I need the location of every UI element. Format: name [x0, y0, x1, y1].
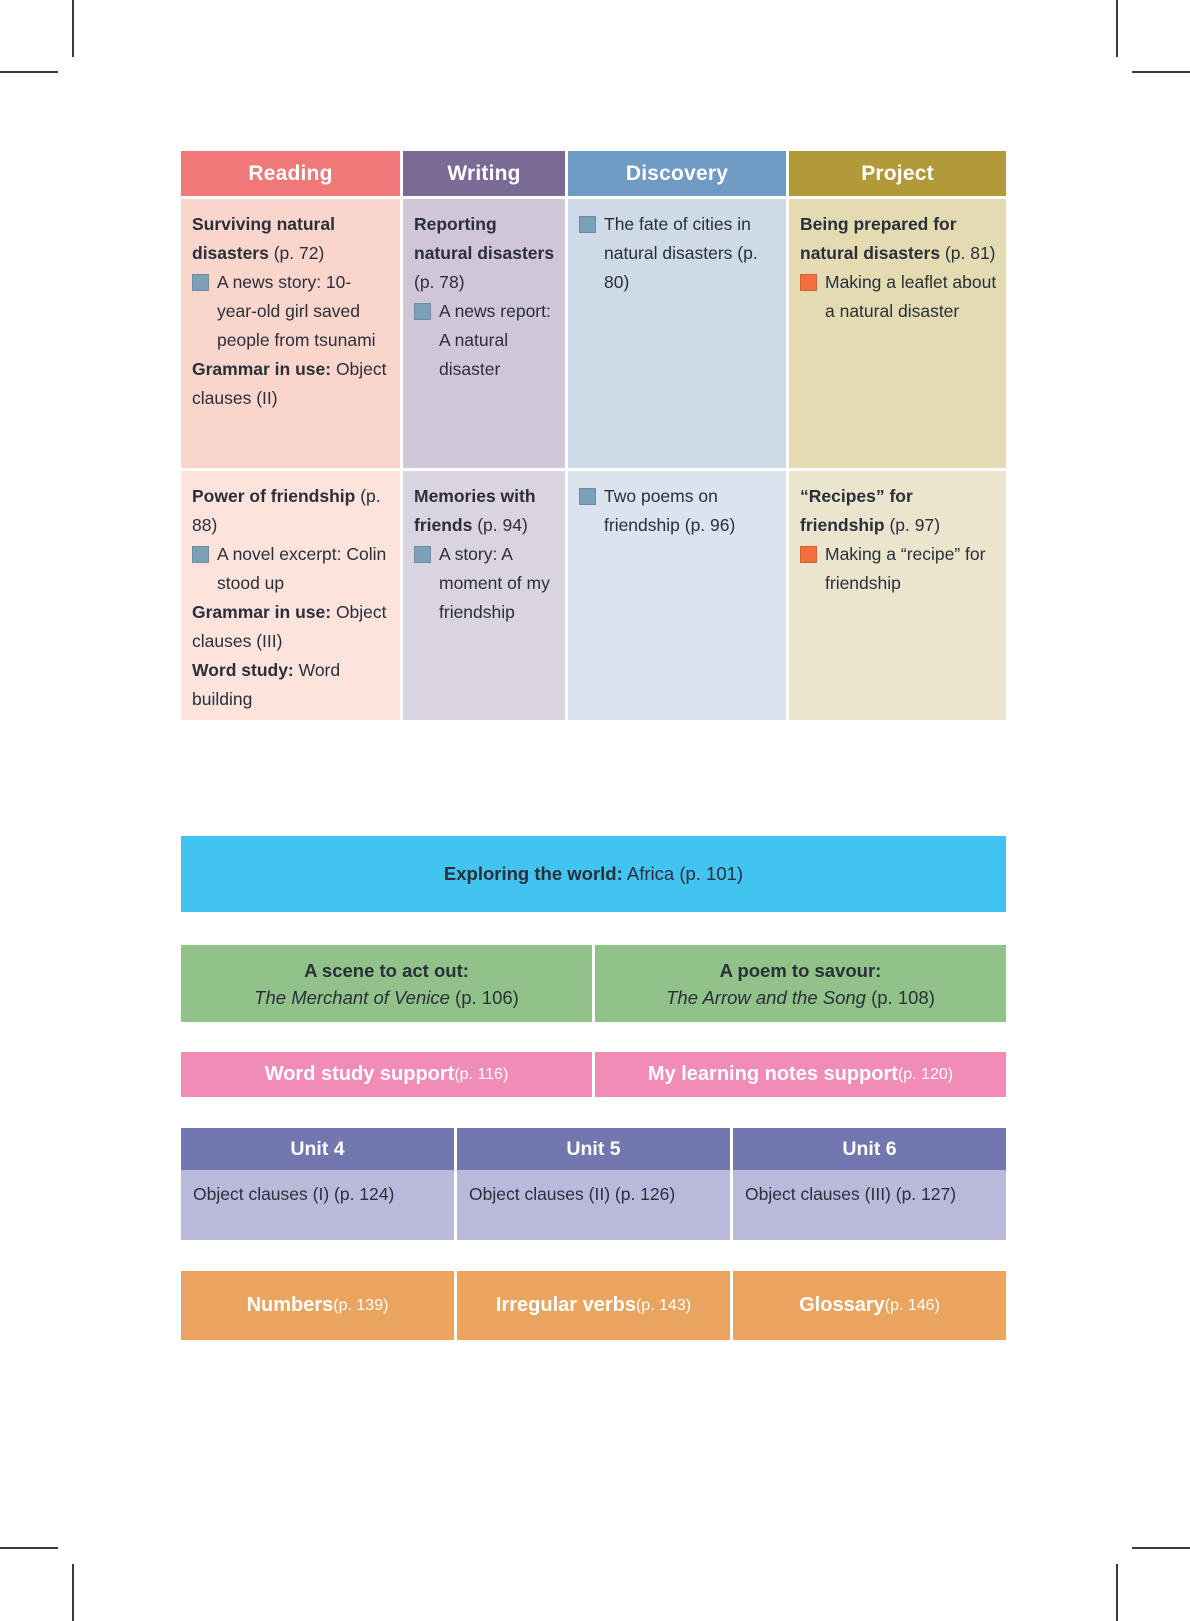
text-run: Object clauses (III) [192, 602, 387, 651]
column-header-reading: Reading [181, 151, 400, 196]
cell-writing-row1 [403, 199, 565, 468]
text-run: Irregular verbs [495, 1294, 636, 1316]
text-run: “Recipes” for friendship [800, 486, 913, 535]
bullet-item [192, 540, 391, 598]
crop-mark-top-right-v [1116, 0, 1118, 57]
crop-mark-top-right-h [1132, 71, 1190, 73]
cell-reading-row2 [181, 471, 400, 720]
bullet-square-icon [414, 546, 431, 563]
column-header-project: Project [789, 151, 1006, 196]
crop-mark-top-left-v [72, 0, 74, 57]
text-run: A novel excerpt: Colin stood up [217, 544, 387, 593]
segment-subtitle [666, 984, 935, 1011]
paragraph [800, 210, 997, 268]
paragraph [414, 210, 556, 297]
glossary-segment [733, 1271, 1006, 1340]
text-run: (p. 78) [414, 272, 465, 292]
unit-body-5: Object clauses (II) (p. 126) [457, 1170, 730, 1240]
unit-header-4: Unit 4 [181, 1128, 454, 1170]
word-study-support-segment [181, 1052, 592, 1097]
text-run: A news story: 10-year-old girl saved people from tsunami [217, 272, 376, 350]
text-run: (p. 88) [192, 486, 381, 535]
text-run: The fate of cities in natural disasters (p. 80) [604, 214, 758, 292]
cell-discovery-row2 [568, 471, 786, 720]
column-header-writing: Writing [403, 151, 565, 196]
text-run: A story: A moment of my friendship [439, 544, 550, 622]
paragraph [192, 210, 391, 268]
text-run: (p. 146) [884, 1296, 940, 1314]
text-run: Word study support [264, 1063, 455, 1085]
text-run: (p. 108) [865, 986, 935, 1008]
text-run: (p. 94) [472, 515, 528, 535]
text-run: Power of friendship [192, 486, 356, 506]
unit-header-5: Unit 5 [457, 1128, 730, 1170]
bullet-square-icon [800, 546, 817, 563]
text-run: A scene to act out: [304, 959, 469, 981]
bullet-item [800, 540, 997, 598]
paragraph [192, 482, 391, 540]
paragraph [414, 482, 556, 540]
crop-mark-top-left-h [0, 71, 58, 73]
text-run: Word study: [192, 660, 294, 680]
text-run: (p. 97) [884, 515, 941, 535]
bullet-item [414, 540, 556, 627]
text-run: My learning notes support [647, 1063, 898, 1085]
text-run: Word building [192, 660, 341, 709]
text-run: Numbers [246, 1294, 334, 1316]
bullet-square-icon [414, 303, 431, 320]
bullet-item [579, 482, 777, 540]
bullet-square-icon [579, 488, 596, 505]
text-run: (p. 106) [449, 986, 519, 1008]
scene-to-act-out-segment [181, 945, 592, 1022]
text-run: A poem to savour: [719, 959, 882, 981]
support-bar [181, 1052, 1006, 1097]
text-run: Grammar in use: [192, 602, 332, 622]
cell-reading-row1 [181, 199, 400, 468]
text-run: Object clauses (II) [192, 359, 387, 408]
segment-title [720, 957, 882, 984]
poem-to-savour-segment [595, 945, 1006, 1022]
bullet-item [414, 297, 556, 384]
cell-discovery-row1 [568, 199, 786, 468]
text-run: (p. 120) [897, 1065, 954, 1083]
unit-body-6: Object clauses (III) (p. 127) [733, 1170, 1006, 1240]
cell-writing-row2 [403, 471, 565, 720]
toc-table [181, 151, 1006, 720]
bullet-square-icon [192, 274, 209, 291]
segment-subtitle [254, 984, 519, 1011]
text-run: (p. 116) [454, 1065, 509, 1083]
cell-project-row2 [789, 471, 1006, 720]
text-run: Being prepared for natural disasters [800, 214, 957, 263]
text-run: Exploring the world: [443, 863, 623, 884]
numbers-segment [181, 1271, 454, 1340]
paragraph [192, 355, 391, 413]
irregular-verbs-segment [457, 1271, 730, 1340]
text-run: Making a leaflet about a natural disaster [825, 272, 997, 321]
exploring-the-world-bar [181, 836, 1006, 912]
scene-and-poem-bar [181, 945, 1006, 1022]
unit-header-6: Unit 6 [733, 1128, 1006, 1170]
bullet-item [579, 210, 777, 297]
bullet-square-icon [800, 274, 817, 291]
crop-mark-bottom-left-h [0, 1547, 58, 1549]
text-run: Two poems on friendship (p. 96) [604, 486, 736, 535]
text-run: A news report: A natural disaster [439, 301, 551, 379]
text-run: Surviving natural disasters [192, 214, 335, 263]
learning-notes-support-segment [595, 1052, 1006, 1097]
text-run: (p. 72) [268, 243, 325, 263]
text-run: (p. 81) [940, 243, 996, 263]
text-run: Reporting natural disasters [414, 214, 555, 263]
column-header-discovery: Discovery [568, 151, 786, 196]
segment-title [304, 957, 469, 984]
crop-mark-bottom-right-v [1116, 1564, 1118, 1621]
bullet-item [800, 268, 997, 326]
bullet-item [192, 268, 391, 355]
text-run: The Merchant of Venice [254, 986, 450, 1008]
unit-body-4: Object clauses (I) (p. 124) [181, 1170, 454, 1240]
text-run: Grammar in use: [192, 359, 332, 379]
paragraph [800, 482, 997, 540]
text-run: Making a “recipe” for friendship [825, 544, 986, 593]
text-run: Africa (p. 101) [622, 863, 744, 884]
cell-project-row1 [789, 199, 1006, 468]
grammar-units-table [181, 1128, 1006, 1240]
bullet-square-icon [579, 216, 596, 233]
paragraph [192, 598, 391, 656]
bullet-square-icon [192, 546, 209, 563]
exploring-the-world-text [444, 863, 743, 885]
text-run: The Arrow and the Song [666, 986, 866, 1008]
crop-mark-bottom-right-h [1132, 1547, 1190, 1549]
text-run: Glossary [799, 1294, 885, 1316]
text-run: Memories with friends [414, 486, 536, 535]
appendix-bar [181, 1271, 1006, 1340]
paragraph [192, 656, 391, 714]
crop-mark-bottom-left-v [72, 1564, 74, 1621]
text-run: (p. 143) [635, 1296, 692, 1314]
text-run: (p. 139) [333, 1296, 389, 1314]
